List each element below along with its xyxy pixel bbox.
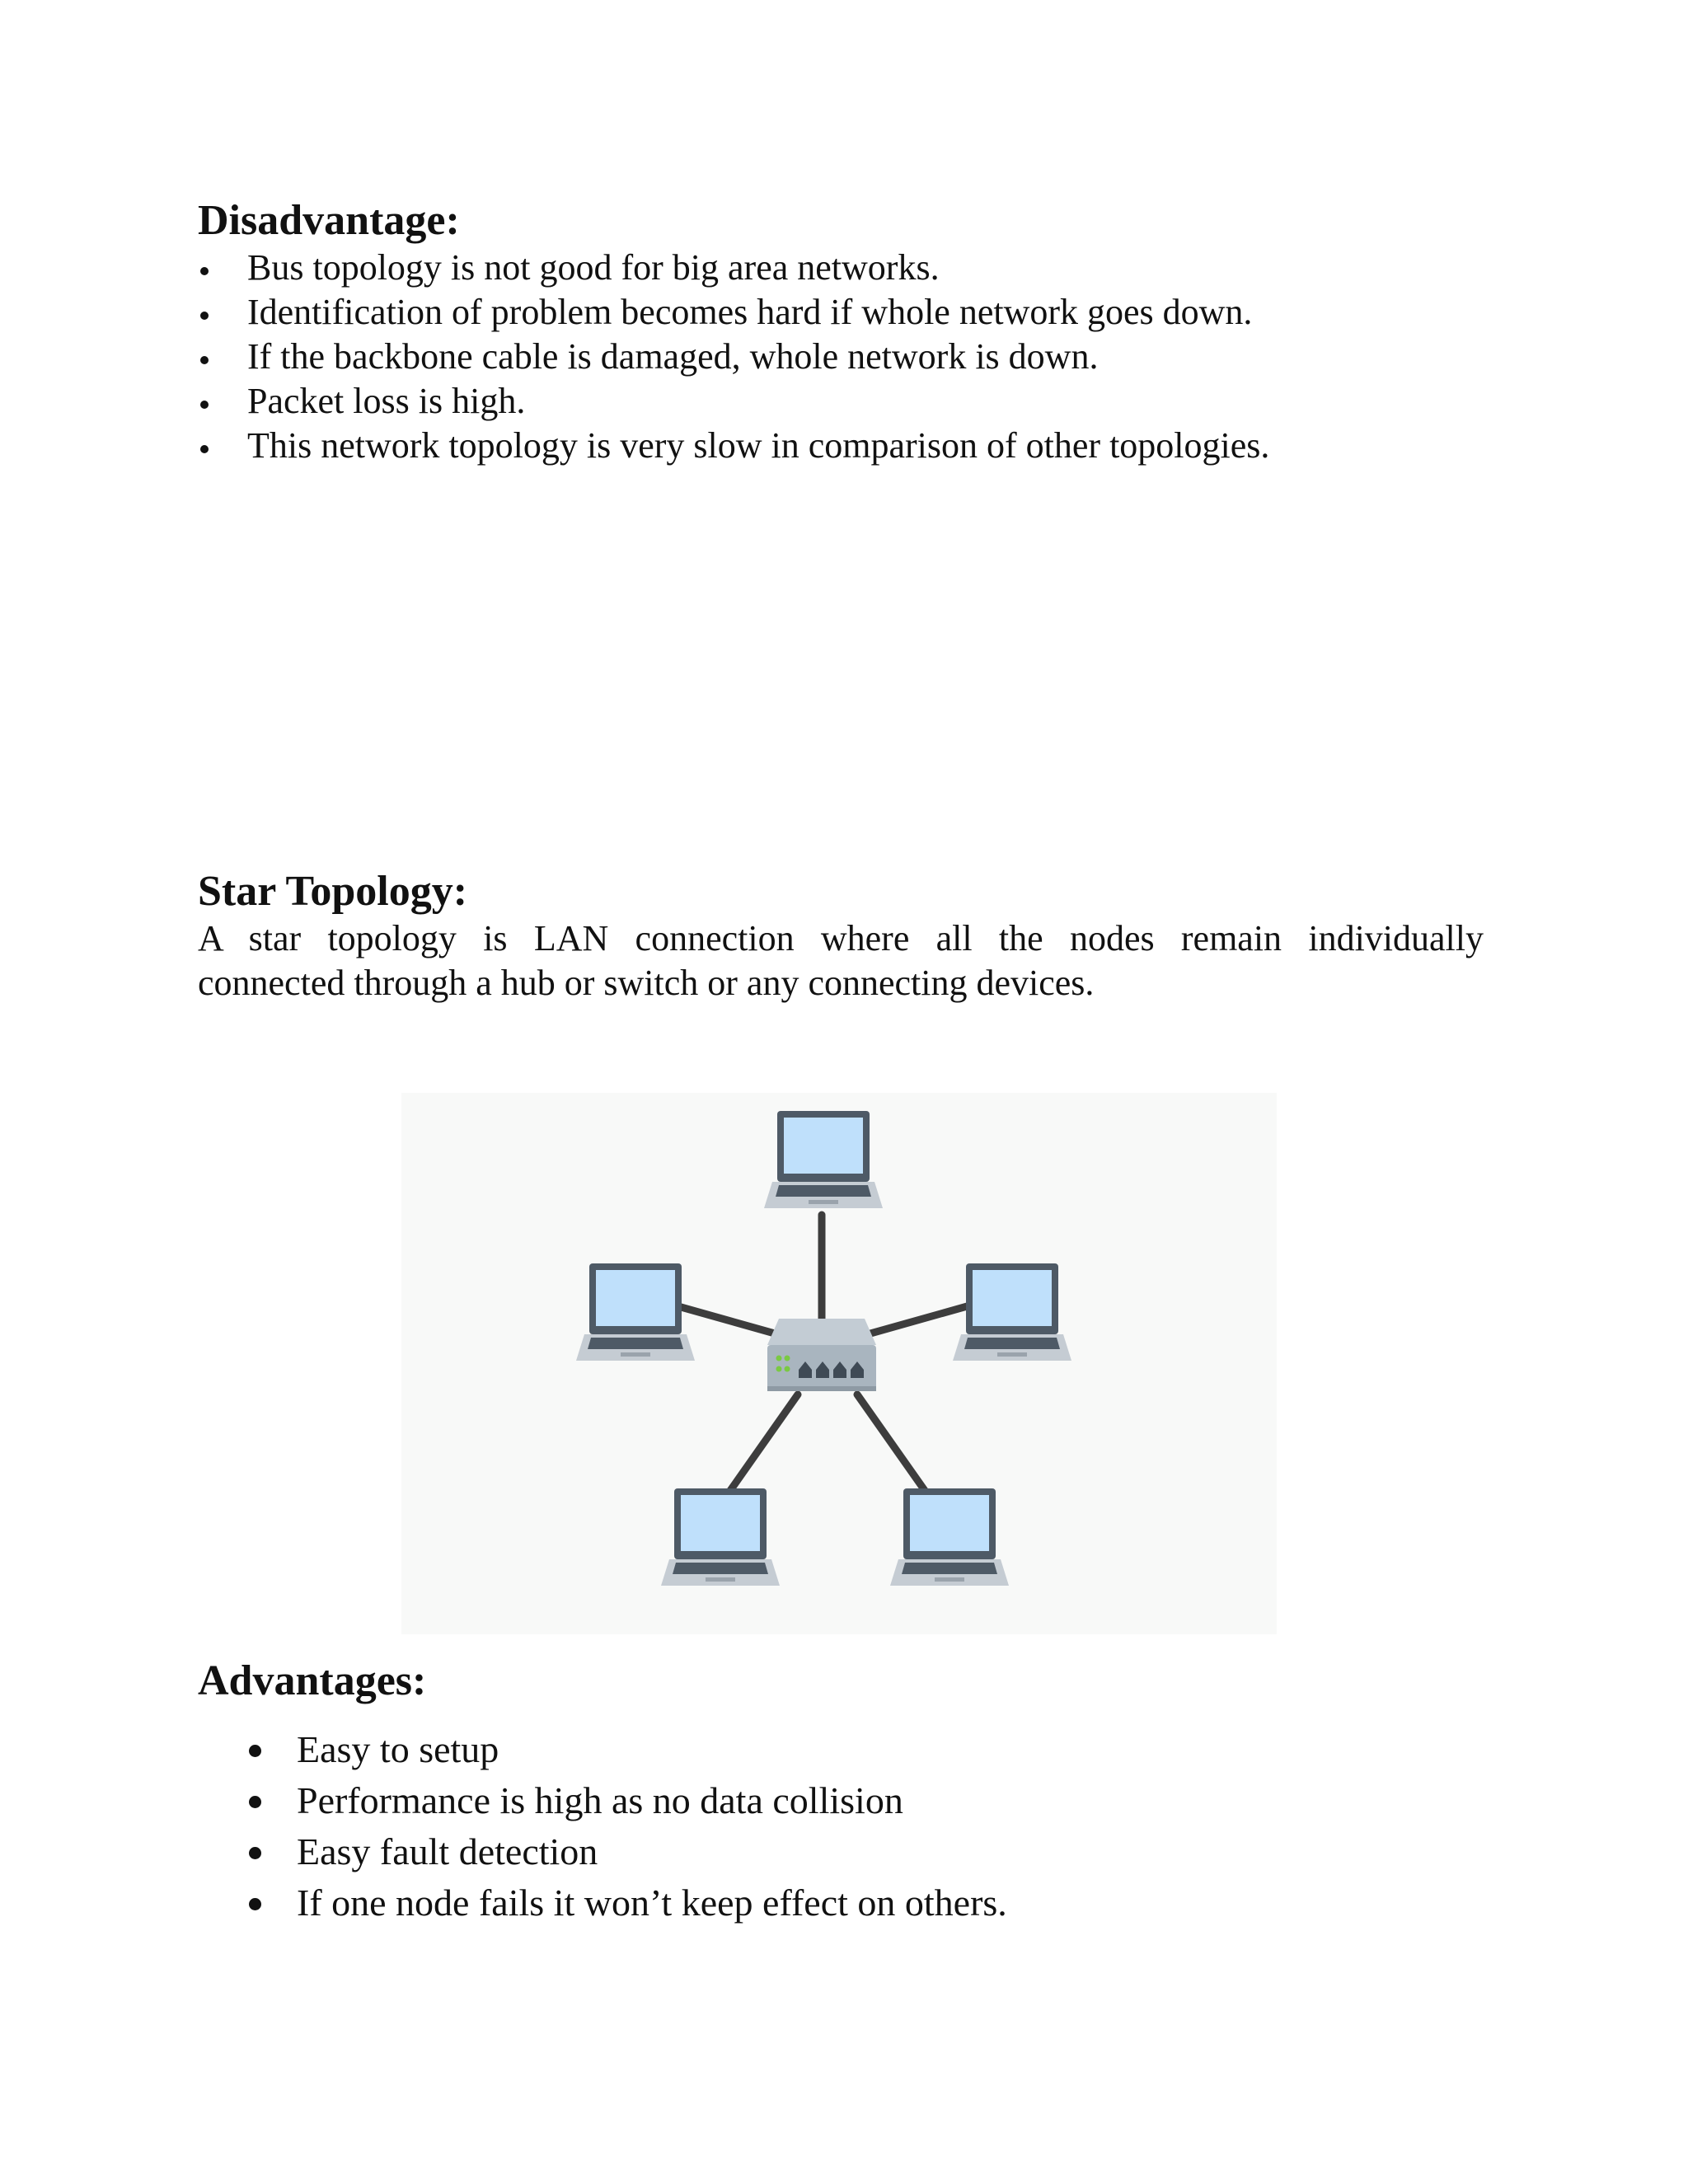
laptop-icon bbox=[890, 1488, 1009, 1586]
bullet-icon bbox=[200, 356, 209, 364]
bullet-icon bbox=[200, 267, 209, 275]
cable-line bbox=[669, 1304, 781, 1335]
network-switch-icon bbox=[767, 1319, 876, 1391]
list-item: If one node fails it won’t keep effect on others. bbox=[198, 1877, 1007, 1929]
advantages-heading: Advantages: bbox=[198, 1657, 427, 1704]
list-item: If the backbone cable is damaged, whole network is down. bbox=[198, 335, 1269, 379]
disadvantage-heading: Disadvantage: bbox=[198, 197, 460, 244]
list-item: Identification of problem becomes hard if whole network goes down. bbox=[198, 290, 1269, 335]
cable-line bbox=[857, 1394, 926, 1492]
bullet-icon bbox=[200, 445, 209, 453]
list-item: Bus topology is not good for big area networks. bbox=[198, 246, 1269, 290]
star-topology-description: A star topology is LAN connection where all the nodes remain individually connected through a hub or switch or any connecting devices. bbox=[198, 918, 1484, 1003]
laptop-icon bbox=[953, 1263, 1071, 1361]
star-topology-diagram bbox=[401, 1093, 1277, 1634]
laptop-icon bbox=[576, 1263, 695, 1361]
laptop-icon bbox=[661, 1488, 780, 1586]
cable-line bbox=[729, 1394, 798, 1492]
laptop-icon bbox=[764, 1111, 883, 1208]
star-topology-heading: Star Topology: bbox=[198, 868, 468, 915]
bullet-icon bbox=[249, 1898, 261, 1910]
bullet-icon bbox=[200, 401, 209, 409]
list-item: Performance is high as no data collision bbox=[198, 1775, 1007, 1826]
list-item: Easy fault detection bbox=[198, 1826, 1007, 1877]
bullet-icon bbox=[249, 1745, 261, 1757]
advantages-list bbox=[198, 1724, 1007, 1929]
list-item: Easy to setup bbox=[198, 1724, 1007, 1775]
bullet-icon bbox=[200, 312, 209, 320]
star-topology-svg bbox=[401, 1093, 1277, 1634]
disadvantage-list bbox=[198, 246, 1269, 468]
bullet-icon bbox=[249, 1847, 261, 1859]
list-item: Packet loss is high. bbox=[198, 379, 1269, 424]
list-item: This network topology is very slow in comparison of other topologies. bbox=[198, 424, 1269, 468]
bullet-icon bbox=[249, 1796, 261, 1808]
cable-line bbox=[865, 1304, 976, 1335]
